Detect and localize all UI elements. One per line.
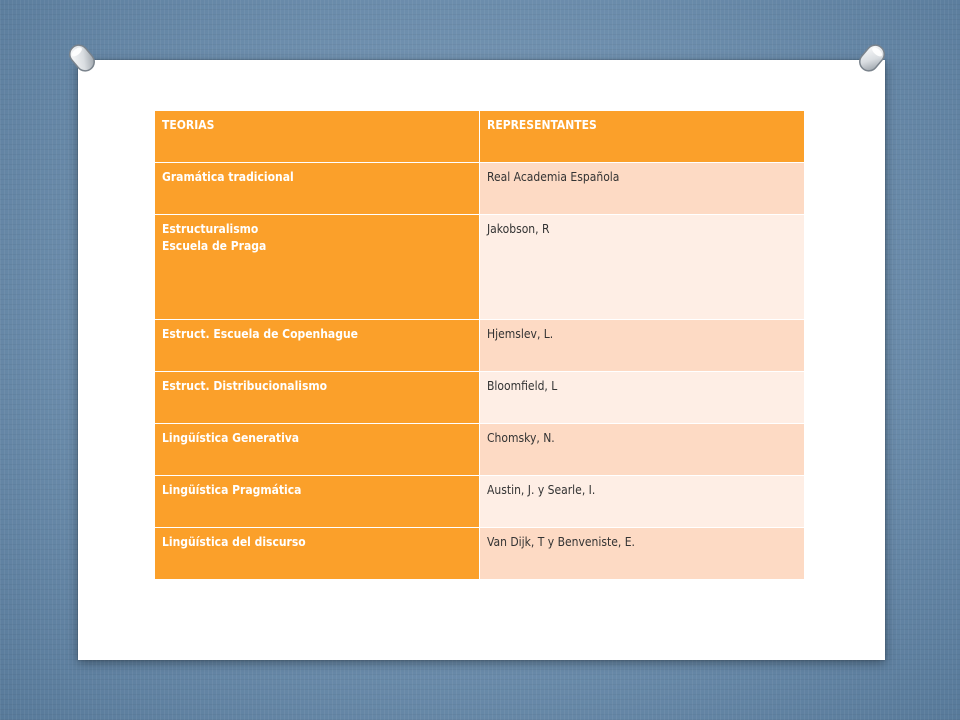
table-row bbox=[155, 163, 805, 215]
representative-cell: Hjemslev, L. bbox=[480, 320, 805, 372]
representative-cell: Real Academia Española bbox=[480, 163, 805, 215]
theory-cell: Estruct. Distribucionalismo bbox=[155, 372, 480, 424]
representative-cell: Chomsky, N. bbox=[480, 424, 805, 476]
representative-cell: Jakobson, R bbox=[480, 215, 805, 320]
theory-cell: Estruct. Escuela de Copenhague bbox=[155, 320, 480, 372]
header-representatives: REPRESENTANTES bbox=[480, 111, 805, 163]
theory-cell: Lingüística Generativa bbox=[155, 424, 480, 476]
representative-cell: Van Dijk, T y Benveniste, E. bbox=[480, 528, 805, 580]
table-header-row bbox=[155, 111, 805, 163]
table-row bbox=[155, 528, 805, 580]
table-row bbox=[155, 215, 805, 320]
representative-cell: Austin, J. y Searle, I. bbox=[480, 476, 805, 528]
theory-line: Estructuralismo bbox=[162, 222, 259, 236]
header-theories: TEORIAS bbox=[155, 111, 480, 163]
theory-cell: Lingüística Pragmática bbox=[155, 476, 480, 528]
theories-table bbox=[154, 110, 805, 580]
theory-cell bbox=[155, 215, 480, 320]
theory-cell: Lingüística del discurso bbox=[155, 528, 480, 580]
pushpin-icon bbox=[62, 38, 102, 78]
table-row bbox=[155, 424, 805, 476]
representative-cell: Bloomfield, L bbox=[480, 372, 805, 424]
theory-cell: Gramática tradicional bbox=[155, 163, 480, 215]
table-row bbox=[155, 372, 805, 424]
table-row bbox=[155, 476, 805, 528]
theory-line: Escuela de Praga bbox=[162, 239, 267, 254]
pushpin-icon bbox=[852, 38, 892, 78]
table-row bbox=[155, 320, 805, 372]
